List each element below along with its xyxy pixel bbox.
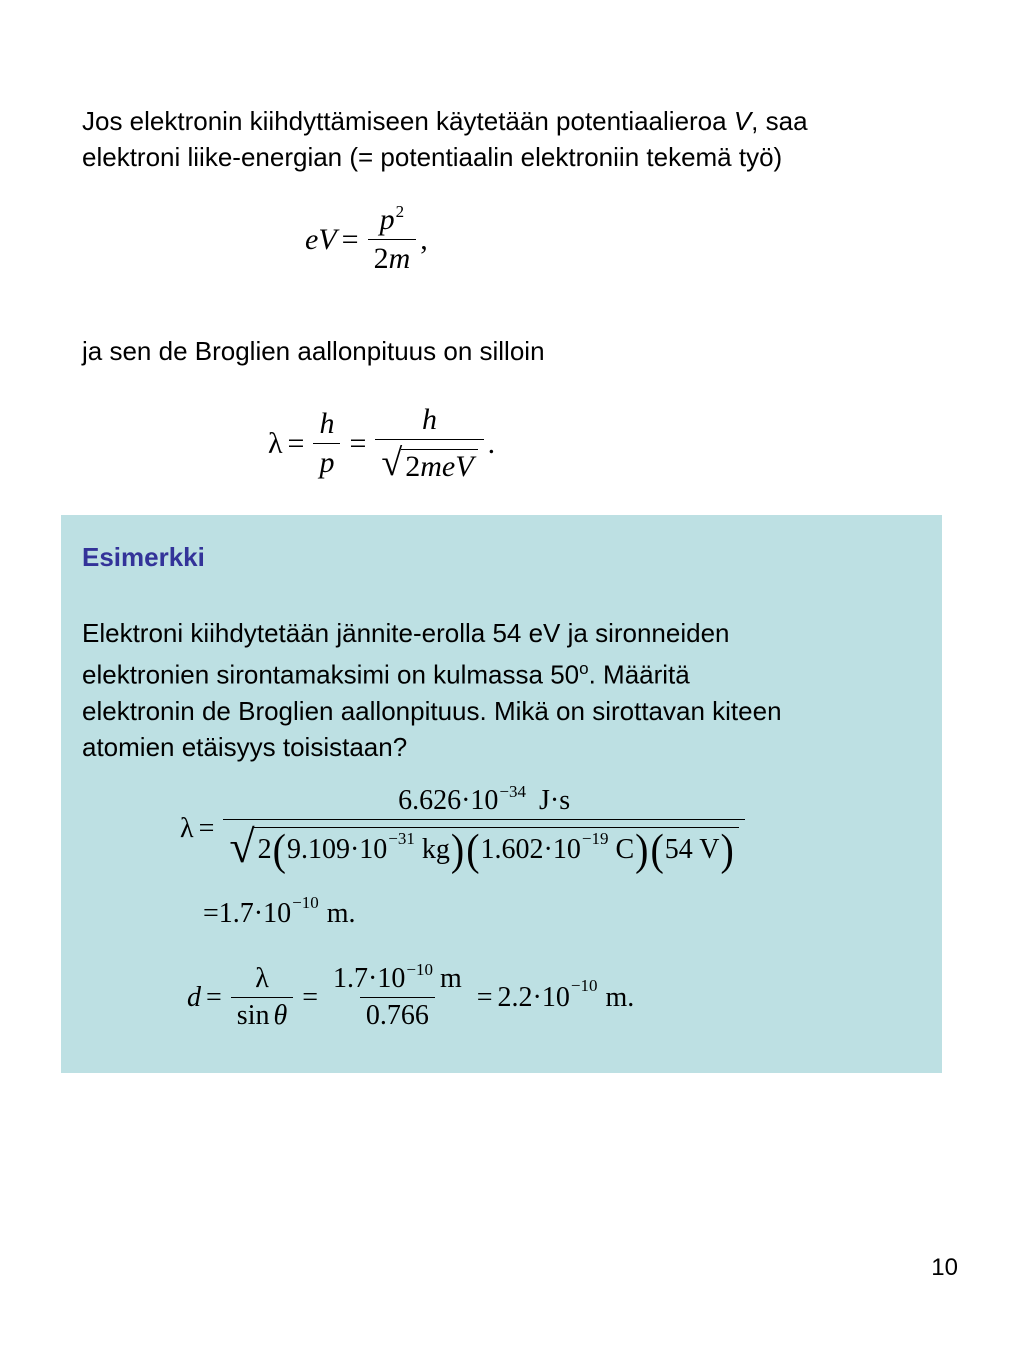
eq4-theta: θ <box>273 1000 288 1031</box>
eq3-voltage: 54 V <box>664 834 720 865</box>
intro-text-2: elektroni liike-energian (= potentiaalin elektroniin tekemä työ) <box>82 142 783 172</box>
eq4-equals-1: = <box>206 981 222 1013</box>
eq1-V: V <box>318 222 337 256</box>
eq2-2: 2 <box>405 450 421 483</box>
eq2-meV: meV <box>420 450 474 483</box>
intro-text-1b: , saa <box>751 106 808 136</box>
eq4-num-unit: m <box>439 963 462 994</box>
eq2-fraction-2 <box>375 405 483 482</box>
example-line-3: elektronin de Broglien aallonpituus. Mikä on sirottavan kiteen <box>82 695 782 726</box>
eq2-sqrt: √ 2meV <box>381 444 477 482</box>
eq1-equals: = <box>341 222 359 256</box>
eq3-planck: 6.626·10 <box>398 785 499 816</box>
intro-paragraph <box>82 103 808 175</box>
de-broglie-equation <box>268 405 495 482</box>
eq2-equals-2: = <box>349 426 367 460</box>
eq3-result-exp: −10 <box>292 892 319 912</box>
eq4-den: 0.766 <box>360 997 435 1030</box>
eq3-numerator <box>392 782 576 819</box>
eq3-charge-unit: C <box>615 834 635 865</box>
eq3-equals: = <box>198 812 215 844</box>
eq4-sin: sin <box>236 1000 270 1031</box>
eq4-result: 2.2·10 <box>497 981 570 1013</box>
eq2-lambda: λ <box>268 426 283 460</box>
eq3-mass-unit: kg <box>421 834 450 865</box>
eq3-fraction <box>223 782 744 875</box>
example-title: Esimerkki <box>82 542 205 572</box>
lambda-result <box>203 892 356 929</box>
spacing-calculation <box>187 960 635 1031</box>
eq1-exp: 2 <box>395 202 405 221</box>
lambda-calculation <box>180 782 749 875</box>
kinetic-energy-equation <box>305 202 428 275</box>
example-line-1: Elektroni kiihdytetään jännite-erolla 54 eV ja sironneiden <box>82 618 730 648</box>
eq3-result-equals: = <box>203 898 219 929</box>
eq3-sqrt: √ 2 ( 9.109·10 −31 kg ) ( 1.602·10 −19 C ) ( 54 V ) <box>229 824 738 870</box>
eq4-lambda: λ <box>255 963 269 994</box>
page-number: 10 <box>931 1254 958 1281</box>
eq4-fraction-2 <box>327 960 468 1031</box>
eq3-result-unit: m. <box>326 898 356 929</box>
eq1-p: p <box>379 203 395 236</box>
example-line-2: elektronien sirontamaksimi on kulmassa 50 <box>82 659 580 690</box>
example-line-2b: . Määritä <box>588 659 690 690</box>
eq2-h2: h <box>421 403 437 436</box>
eq3-mass-exp: −31 <box>388 828 415 848</box>
eq4-d: d <box>187 981 201 1013</box>
eq4-equals-3: = <box>476 981 493 1013</box>
degree-symbol: o <box>579 659 589 678</box>
eq4-result-unit: m. <box>605 981 635 1013</box>
eq1-comma: , <box>420 222 428 256</box>
eq1-2: 2 <box>373 242 389 275</box>
eq1-e: e <box>305 222 319 256</box>
eq4-equals-2: = <box>302 981 319 1013</box>
eq2-fraction-1 <box>313 409 340 478</box>
example-text <box>82 615 782 765</box>
broglie-text: ja sen de Broglien aallonpituus on silloin <box>82 336 545 366</box>
intro-text-1: Jos elektronin kiihdyttämiseen käytetään potentiaalieroa <box>82 106 734 136</box>
eq2-p: p <box>313 443 340 478</box>
eq3-planck-exp: −34 <box>499 782 526 801</box>
eq2-equals-1: = <box>287 426 305 460</box>
eq4-result-exp: −10 <box>570 976 598 995</box>
eq4-num: 1.7·10 <box>333 963 406 994</box>
eq1-m: m <box>388 242 411 275</box>
eq3-lambda: λ <box>180 812 194 844</box>
eq3-charge: 1.602·10 <box>480 834 581 865</box>
eq3-planck-unit: J·s <box>539 785 571 816</box>
eq3-charge-exp: −19 <box>581 828 609 848</box>
eq3-denominator <box>223 819 744 875</box>
eq2-h1: h <box>319 407 335 440</box>
eq3-result: 1.7·10 <box>218 898 292 929</box>
intro-var-V: V <box>733 106 752 136</box>
eq1-fraction <box>368 202 417 275</box>
eq4-fraction-1 <box>231 965 293 1030</box>
example-line-4: atomien etäisyys toisistaan? <box>82 731 408 762</box>
eq2-period: . <box>487 426 496 460</box>
eq3-mass: 9.109·10 <box>286 834 388 865</box>
eq3-2: 2 <box>257 834 272 865</box>
eq4-num-exp: −10 <box>406 960 433 979</box>
